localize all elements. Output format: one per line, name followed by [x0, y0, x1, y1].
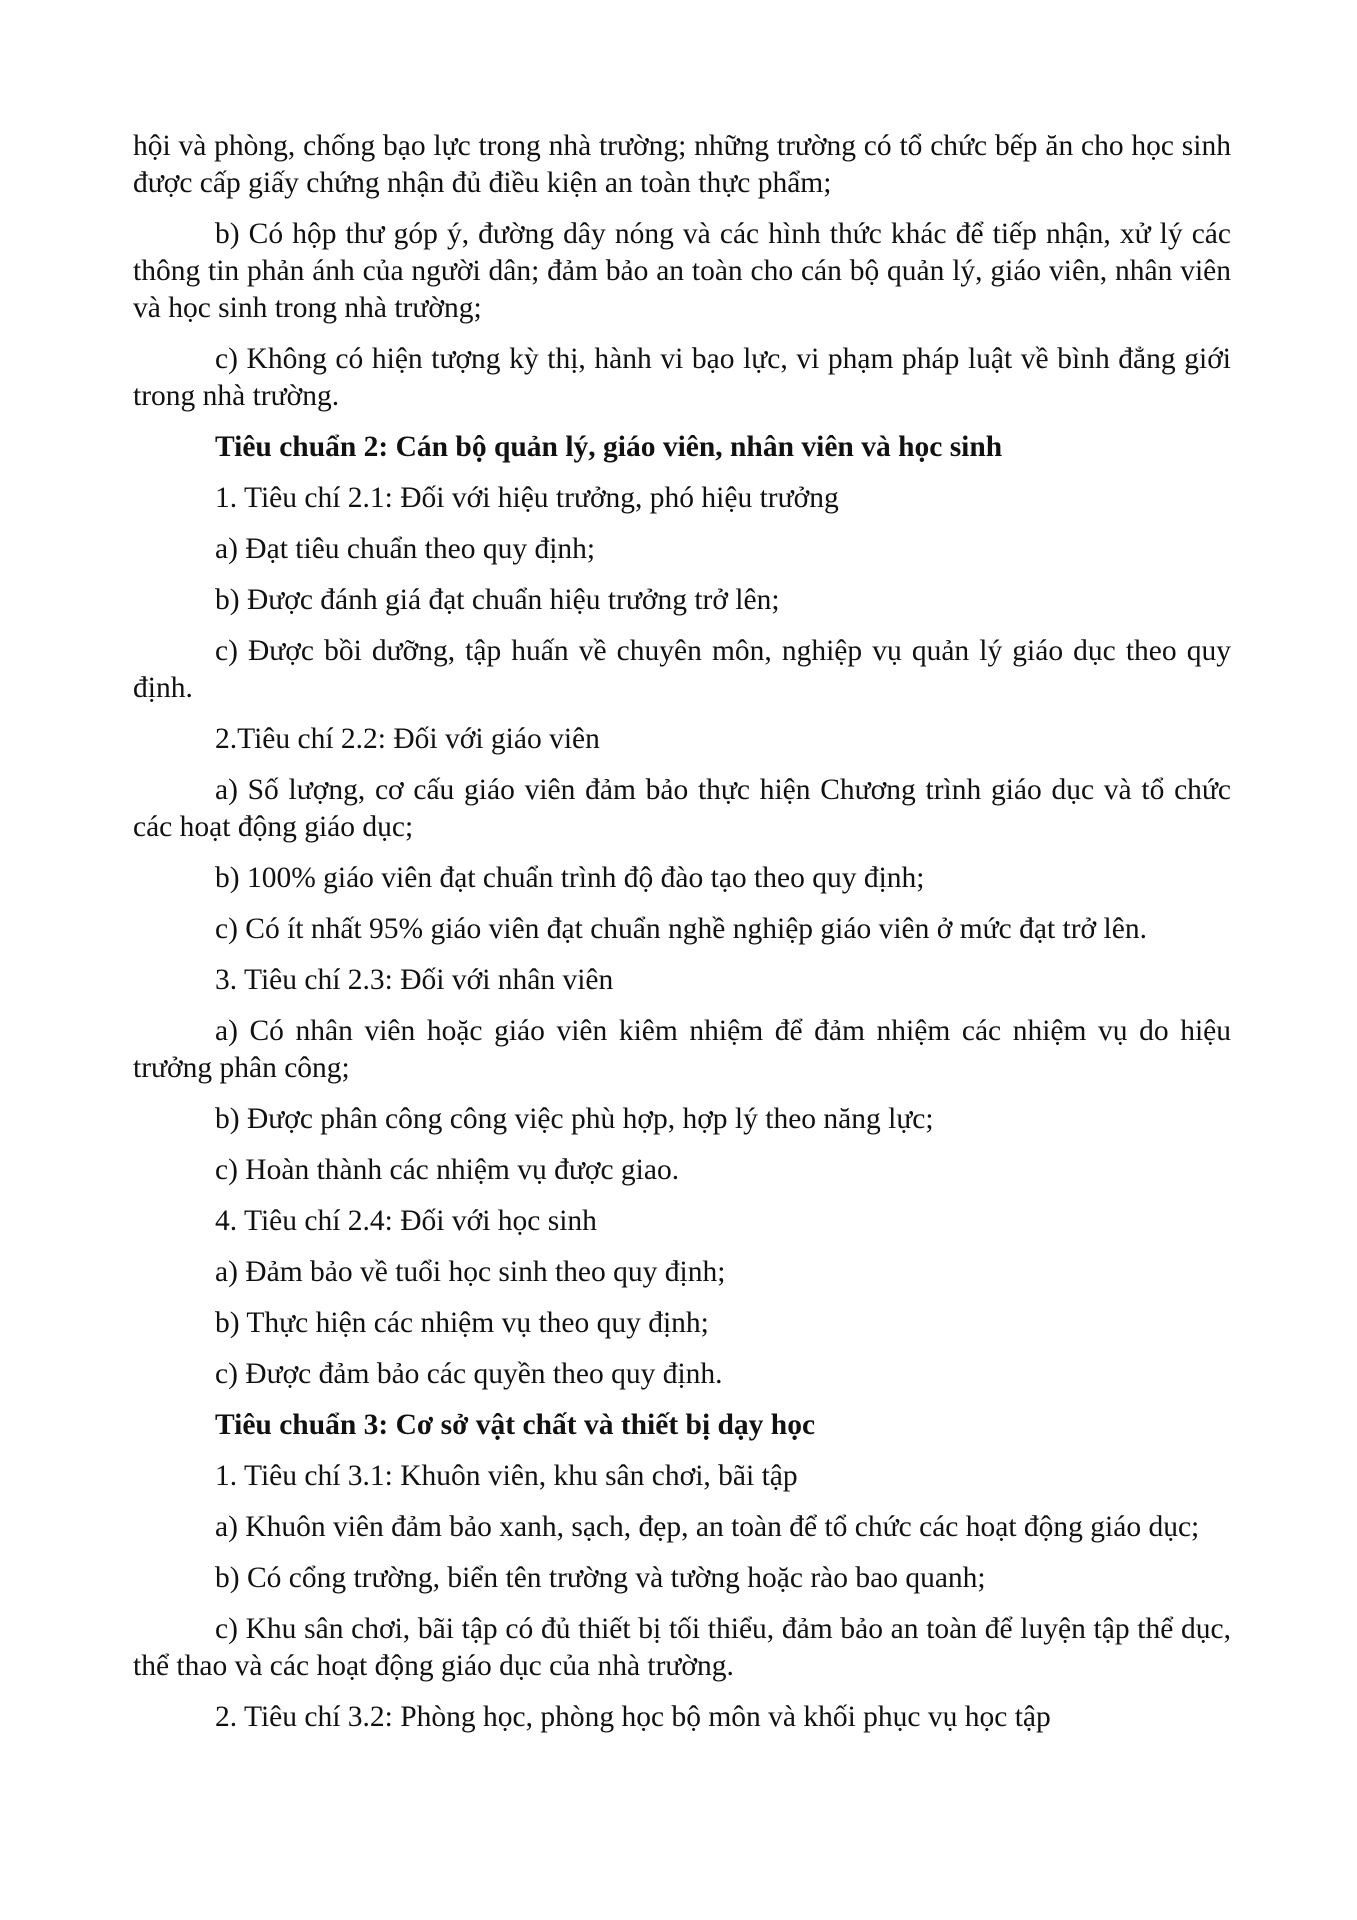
list-item-c: c) Được bồi dưỡng, tập huấn về chuyên môn, nghiệp vụ quản lý giáo dục theo quy định. — [133, 635, 1231, 704]
list-item-b: b) Có hộp thư góp ý, đường dây nóng và các hình thức khác để tiếp nhận, xử lý các thông tin phản ánh của người dân; đảm bảo an toàn cho cán bộ quản lý, giáo viên, nhân viên và học sinh trong nhà trường; — [133, 218, 1231, 324]
list-item-b: b) Được đánh giá đạt chuẩn hiệu trưởng trở lên; — [215, 584, 780, 616]
list-item-c: c) Khu sân chơi, bãi tập có đủ thiết bị tối thiểu, đảm bảo an toàn để luyện tập thể dục, thể thao và các hoạt động giáo dục của nhà trường. — [133, 1613, 1231, 1682]
list-item-c: c) Được đảm bảo các quyền theo quy định. — [215, 1358, 723, 1390]
list-item-a: a) Đạt tiêu chuẩn theo quy định; — [215, 533, 596, 565]
criterion-2-4: 4. Tiêu chí 2.4: Đối với học sinh — [215, 1205, 597, 1237]
list-item-b: b) 100% giáo viên đạt chuẩn trình độ đào tạo theo quy định; — [215, 862, 925, 894]
criterion-2-3: 3. Tiêu chí 2.3: Đối với nhân viên — [215, 964, 614, 996]
section-heading-standard-2: Tiêu chuẩn 2: Cán bộ quản lý, giáo viên, nhân viên và học sinh — [215, 431, 1003, 463]
list-item-a: a) Có nhân viên hoặc giáo viên kiêm nhiệm để đảm nhiệm các nhiệm vụ do hiệu trưởng phân công; — [133, 1015, 1231, 1084]
list-item-c: c) Không có hiện tượng kỳ thị, hành vi bạo lực, vi phạm pháp luật về bình đẳng giới trong nhà trường. — [133, 343, 1231, 412]
paragraph-continuation: hội và phòng, chống bạo lực trong nhà trường; những trường có tổ chức bếp ăn cho học sinh được cấp giấy chứng nhận đủ điều kiện an toàn thực phẩm; — [133, 130, 1231, 199]
criterion-2-1: 1. Tiêu chí 2.1: Đối với hiệu trưởng, phó hiệu trưởng — [215, 482, 839, 514]
criterion-2-2: 2.Tiêu chí 2.2: Đối với giáo viên — [215, 723, 600, 755]
list-item-c: c) Có ít nhất 95% giáo viên đạt chuẩn nghề nghiệp giáo viên ở mức đạt trở lên. — [215, 913, 1147, 945]
list-item-c: c) Hoàn thành các nhiệm vụ được giao. — [215, 1154, 680, 1186]
document-page — [133, 128, 1231, 1750]
list-item-b: b) Có cổng trường, biển tên trường và tường hoặc rào bao quanh; — [215, 1562, 986, 1594]
list-item-b: b) Được phân công công việc phù hợp, hợp lý theo năng lực; — [215, 1103, 934, 1135]
section-heading-standard-3: Tiêu chuẩn 3: Cơ sở vật chất và thiết bị dạy học — [215, 1409, 816, 1441]
list-item-a: a) Đảm bảo về tuổi học sinh theo quy định; — [215, 1256, 726, 1288]
criterion-3-2: 2. Tiêu chí 3.2: Phòng học, phòng học bộ môn và khối phục vụ học tập — [215, 1701, 1051, 1733]
criterion-3-1: 1. Tiêu chí 3.1: Khuôn viên, khu sân chơi, bãi tập — [215, 1460, 798, 1492]
list-item-a: a) Khuôn viên đảm bảo xanh, sạch, đẹp, an toàn để tổ chức các hoạt động giáo dục; — [215, 1511, 1200, 1543]
list-item-a: a) Số lượng, cơ cấu giáo viên đảm bảo thực hiện Chương trình giáo dục và tổ chức các hoạt động giáo dục; — [133, 774, 1231, 843]
list-item-b: b) Thực hiện các nhiệm vụ theo quy định; — [215, 1307, 709, 1339]
